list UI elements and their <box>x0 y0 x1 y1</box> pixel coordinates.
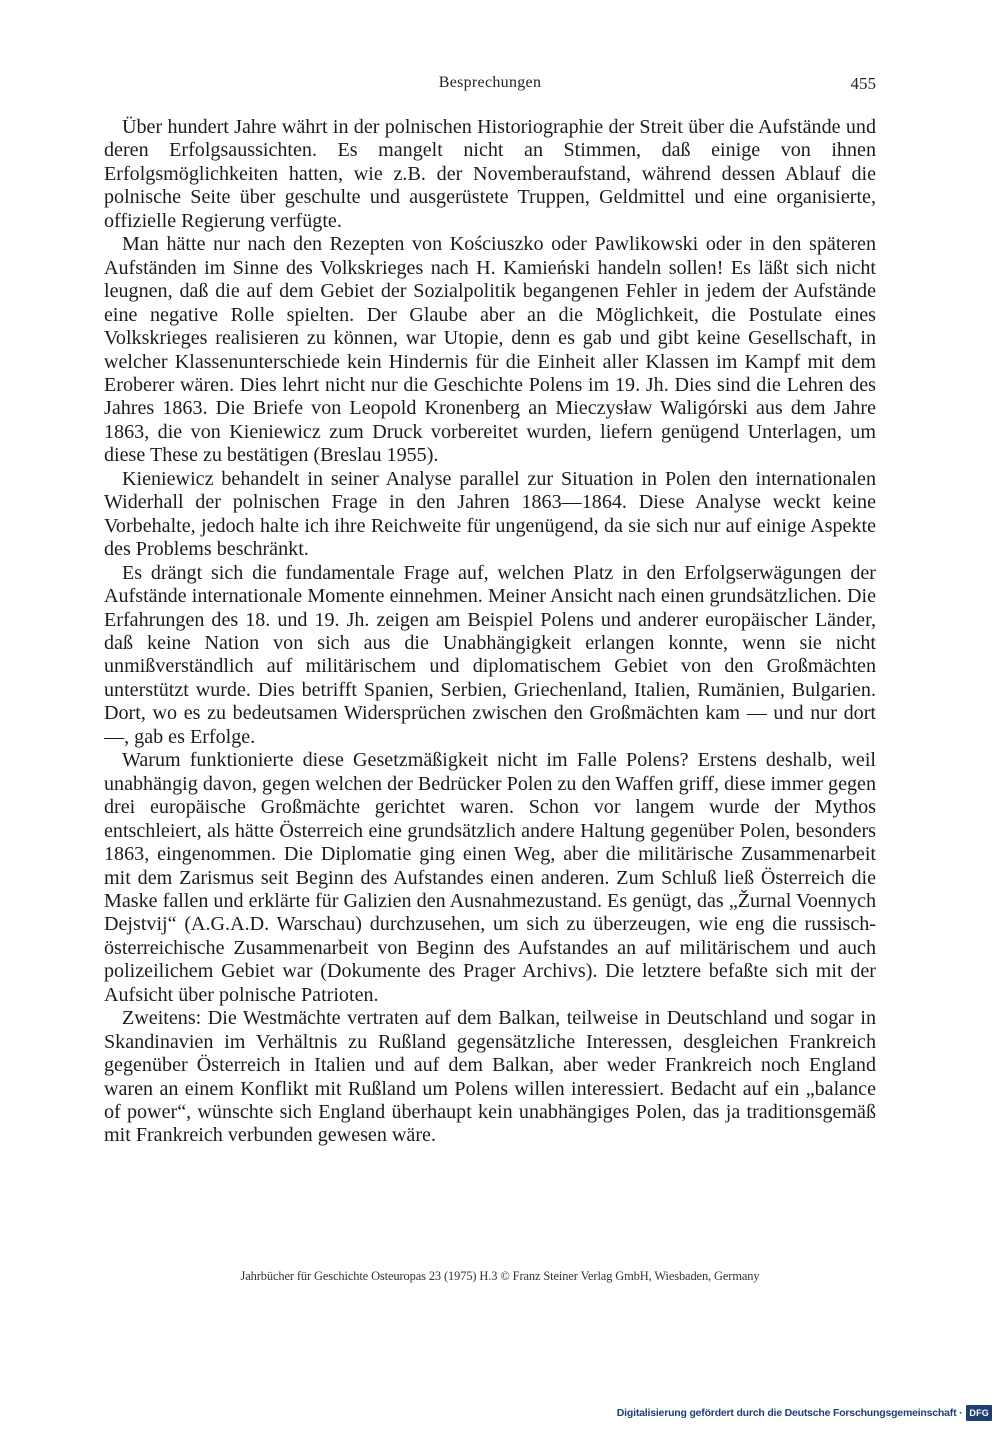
paragraph-6: Zweitens: Die Westmächte vertraten auf dem Balkan, teilweise in Deutschland und sogar in Skandinavien im Verhältnis zu Rußland gegensätzliche Interessen, desgleichen Frankreich gegenüber Österreich in Italien und auf dem Balkan, aber weder Frankreich noch England waren an einem Konflikt mit Rußland um Polens willen interessiert. Bedacht auf ein „balance of power“, wünschte sich England überhaupt kein unabhängiges Polen, das ja traditionsgemäß mit Frankreich verbunden gewesen wäre. <box>104 1007 876 1147</box>
paragraph-2: Man hätte nur nach den Rezepten von Kościuszko oder Pawlikowski oder in den späteren Aufständen im Sinne des Volkskrieges nach H. Kamieński handeln sollen! Es läßt sich nicht leugnen, daß die auf dem Gebiet der Sozialpolitik begangenen Fehler in jedem der Aufstände eine negative Rolle spielten. Der Glaube aber an die Möglichkeit, die Postulate eines Volkskrieges realisieren zu können, war Utopie, denn es gab und gibt keine Gesellschaft, in welcher Klassenunterschiede kein Hindernis für die Einheit aller Klassen im Kampf mit dem Eroberer wären. Dies lehrt nicht nur die Geschichte Polens im 19. Jh. Dies sind die Lehren des Jahres 1863. Die Briefe von Leopold Kronenberg an Mieczysław Waligórski aus dem Jahre 1863, die von Kieniewicz zum Druck vorbereitet wurden, liefern genügend Unterlagen, um diese These zu bestätigen (Breslau 1955). <box>104 233 876 467</box>
paragraph-4: Es drängt sich die fundamentale Frage auf, welchen Platz in den Erfolgserwägungen der Aufstände internationale Momente einnehmen. Meiner Ansicht nach einen grundsätzlichen. Die Erfahrungen des 18. und 19. Jh. zeigen am Beispiel Polens und anderer europäischer Länder, daß keine Nation von sich aus die Unabhängigkeit erlangen konnte, wenn sie nicht unmißverständlich auf militärischem und diplomatischem Gebiet von den Großmächten unterstützt wurde. Dies betrifft Spanien, Serbien, Griechenland, Italien, Rumänien, Bulgarien. Dort, wo es zu bedeutsamen Widersprüchen zwischen den Großmächten kam — und nur dort —, gab es Erfolge. <box>104 561 876 748</box>
dfg-funding-text: Digitalisierung gefördert durch die Deutsche Forschungsgemeinschaft · <box>616 1407 963 1419</box>
paragraph-5: Warum funktionierte diese Gesetzmäßigkeit nicht im Falle Polens? Erstens deshalb, weil unabhängig davon, gegen welchen der Bedrücker Polen zu den Waffen griff, diese immer gegen drei europäische Großmächte gerichtet waren. Schon vor langem wurde der Mythos entschleiert, als hätte Österreich eine grundsätzlich andere Haltung gegenüber Polen, besonders 1863, eingenommen. Die Diplomatie ging einen Weg, aber die militärische Zusammenarbeit mit dem Zarismus seit Beginn des Aufstandes einen anderen. Zum Schluß ließ Österreich die Maske fallen und erklärte für Galizien den Ausnahmezustand. Es genügt, das „Žurnal Voennych Dejstvij“ (A.G.A.D. Warschau) durchzusehen, um sich zu überzeugen, wie eng die russisch-österreichische Zusammenarbeit von Beginn des Aufstandes an auf militärischem und auch polizeilichem Gebiet war (Dokumente des Prager Archivs). Die letztere befaßte sich mit der Aufsicht über polnische Patrioten. <box>104 749 876 1006</box>
dfg-funding-banner <box>617 1404 992 1422</box>
paragraph-3: Kieniewicz behandelt in seiner Analyse parallel zur Situation in Polen den internationalen Widerhall der polnischen Frage in den Jahren 1863—1864. Diese Analyse weckt keine Vorbehalte, jedoch halte ich ihre Reichweite für ungenügend, da sie sich nur auf einige Aspekte des Problems beschränkt. <box>104 467 876 561</box>
paragraph-1: Über hundert Jahre währt in der polnischen Historiographie der Streit über die Aufstände und deren Erfolgsaussichten. Es mangelt nicht an Stimmen, daß einige von ihnen Erfolgsmöglichkeiten hatten, wie z.B. der Novemberaufstand, während dessen Ablauf die polnische Seite über geschulte und ausgerüstete Truppen, Geldmittel und eine organisierte, offizielle Regierung verfügte. <box>104 116 876 232</box>
running-title: Besprechungen <box>438 74 542 91</box>
journal-citation-footer: Jahrbücher für Geschichte Osteuropas 23 (1975) H.3 © Franz Steiner Verlag GmbH, Wiesbaden, Germany <box>240 1269 760 1283</box>
dfg-logo-icon: DFG <box>966 1405 992 1421</box>
running-header <box>104 74 876 98</box>
page-number: 455 <box>850 74 876 93</box>
article-body <box>104 116 876 1148</box>
